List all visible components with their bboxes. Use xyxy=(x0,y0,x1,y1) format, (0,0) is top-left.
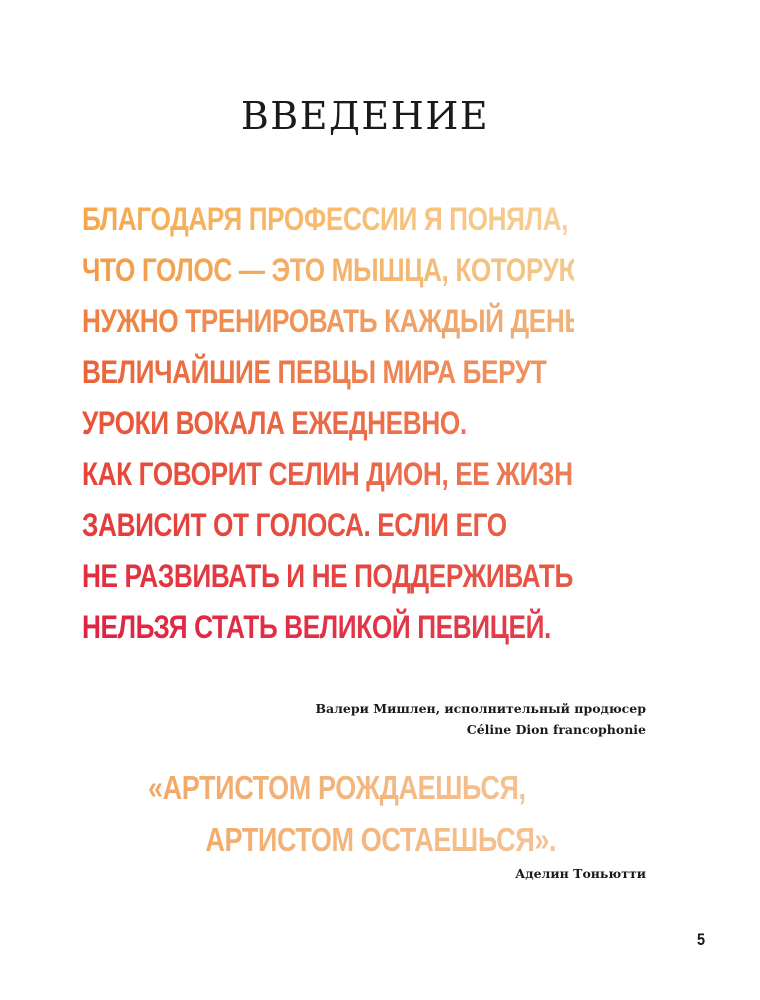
quote-line: НУЖНО ТРЕНИРОВАТЬ КАЖДЫЙ ДЕНЬ. xyxy=(82,296,574,347)
second-quote-line: «АРТИСТОМ РОЖДАЕШЬСЯ, xyxy=(148,762,574,814)
page-number: 5 xyxy=(697,930,706,949)
quote-line: ВЕЛИЧАЙШИЕ ПЕВЦЫ МИРА БЕРУТ xyxy=(82,347,574,398)
attribution-author: Валери Мишлен, исполнительный продюсер xyxy=(315,701,646,716)
quote-line: КАК ГОВОРИТ СЕЛИН ДИОН, ЕЕ ЖИЗНЬ xyxy=(82,449,574,500)
second-quote xyxy=(148,762,668,866)
quote-attribution xyxy=(126,698,646,740)
page-title: ВВЕДЕНИЕ xyxy=(240,94,490,138)
quote-line: НЕЛЬЗЯ СТАТЬ ВЕЛИКОЙ ПЕВИЦЕЙ. xyxy=(82,602,574,653)
epigraph-quote xyxy=(82,194,682,653)
second-quote-line: АРТИСТОМ ОСТАЕШЬСЯ». xyxy=(148,814,574,866)
quote-line: ЗАВИСИТ ОТ ГОЛОСА. ЕСЛИ ЕГО xyxy=(82,500,574,551)
attribution-affiliation: Céline Dion francophonie xyxy=(466,722,646,737)
quote-line: ЧТО ГОЛОС — ЭТО МЫШЦА, КОТОРУЮ xyxy=(82,245,574,296)
quote-line: БЛАГОДАРЯ ПРОФЕССИИ Я ПОНЯЛА, xyxy=(82,194,574,245)
quote-line: УРОКИ ВОКАЛА ЕЖЕДНЕВНО. xyxy=(82,398,574,449)
second-quote-attribution: Аделин Тоньютти xyxy=(515,866,646,881)
quote-line: НЕ РАЗВИВАТЬ И НЕ ПОДДЕРЖИВАТЬ, xyxy=(82,551,574,602)
